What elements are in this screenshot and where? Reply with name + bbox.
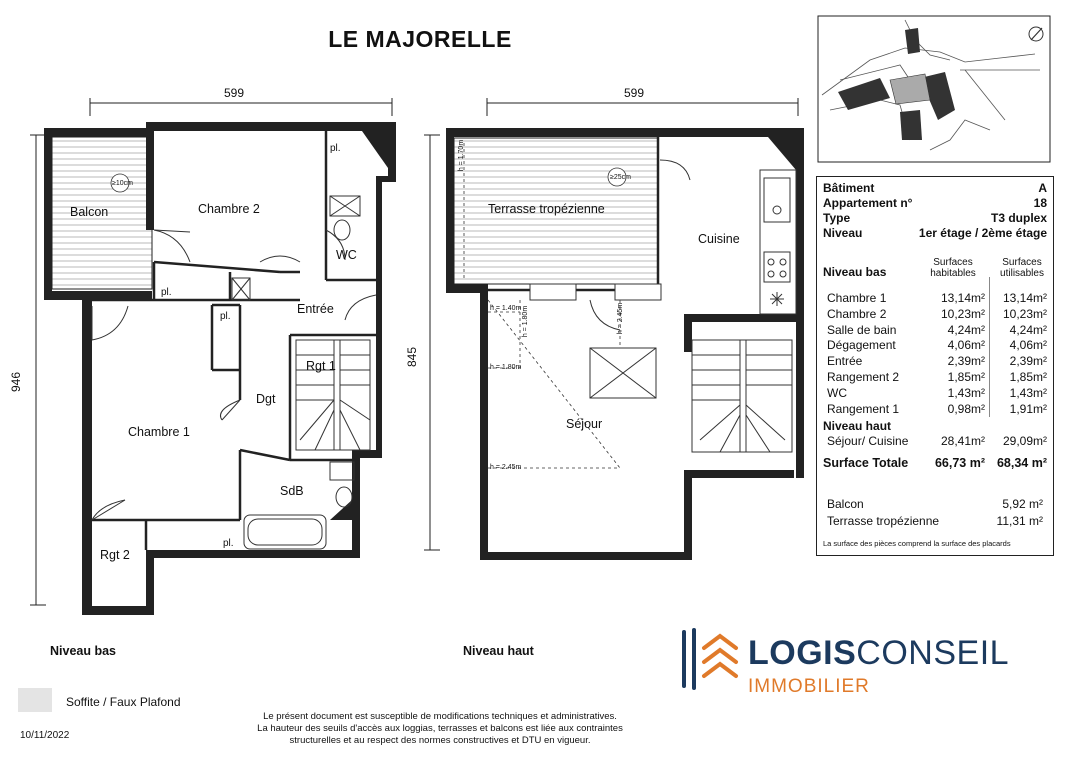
height-label: h = 1.40m (490, 305, 522, 312)
dim-left-height: 946 (9, 371, 24, 393)
dim-right-width: 599 (624, 86, 645, 100)
disclaimer-line: La hauteur des seuils d'accès aux loggias, terrasses et balcons est liée aux contraintes (257, 723, 623, 734)
exterior-value: 11,31 m² (996, 514, 1043, 528)
disclaimer-line: structurelles et au respect des normes constructives et DTU en vigueur. (289, 735, 591, 746)
surface-hab: 0,98m² (947, 401, 985, 416)
column-separator (989, 277, 990, 417)
surface-room: Séjour/ Cuisine (827, 434, 909, 448)
stairs-low (296, 340, 370, 450)
room-label-entree: Entrée (297, 302, 334, 316)
surface-room: Chambre 1 (827, 291, 887, 305)
dimension-line-left-top (90, 98, 392, 116)
disclaimer (220, 711, 660, 747)
placard-label: pl. (330, 143, 341, 154)
document-date: 10/11/2022 (20, 730, 70, 741)
surface-hab: 4,06m² (947, 338, 985, 353)
height-label: h = 1.80m (522, 305, 530, 338)
surface-hab: 4,24m² (947, 322, 985, 337)
height-label: h = 1.70m (458, 139, 466, 172)
balcon-threshold-tag: ≥10cm (112, 180, 133, 187)
logo-immobilier: IMMOBILIER (748, 676, 870, 697)
surface-uti: 1,91m² (1009, 401, 1047, 416)
disclaimer-line: Le présent document est susceptible de modifications techniques et administratives. (263, 711, 617, 722)
surface-hab: 28,41m² (940, 434, 985, 448)
surface-hab: 2,39m² (947, 354, 985, 369)
placard-label: pl. (220, 311, 231, 322)
soffite-legend-swatch (18, 688, 52, 712)
room-label-chambre1: Chambre 1 (128, 425, 190, 439)
surface-room: Chambre 2 (827, 306, 887, 321)
surface-room: Entrée (827, 354, 863, 369)
total-uti: 68,34 m² (996, 456, 1047, 470)
info-label: Type (823, 211, 851, 225)
col-header-habitables: Surfaces habitables (930, 257, 976, 279)
exterior-label: Balcon (827, 497, 864, 511)
room-label-rgt1: Rgt 1 (306, 359, 336, 373)
surface-hab: 10,23m² (940, 306, 985, 321)
surface-hab: 1,43m² (947, 385, 985, 400)
section-label: Niveau bas (823, 265, 887, 279)
total-hab: 66,73 m² (934, 456, 985, 470)
height-label: h = 1.80m (490, 364, 522, 371)
height-label: h = 2.45m (490, 464, 522, 471)
room-label-dgt: Dgt (256, 392, 276, 406)
page-title: LE MAJORELLE (328, 26, 512, 52)
room-label-sejour: Séjour (566, 417, 603, 431)
info-label: Niveau (823, 226, 863, 240)
dimension-line-right-side (424, 135, 440, 550)
surface-uti: 4,24m² (1009, 322, 1047, 337)
surface-uti: 29,09m² (1002, 434, 1047, 448)
section-label: Niveau haut (823, 419, 892, 433)
apartment-info-table (816, 176, 1054, 556)
exterior-value: 5,92 m² (1002, 497, 1043, 511)
logo-logis: LOGIS (748, 634, 857, 672)
logo-conseil: CONSEIL (856, 634, 1010, 672)
exterior-label: Terrasse tropézienne (827, 514, 940, 528)
room-label-wc: WC (336, 248, 357, 262)
room-label-rgt2: Rgt 2 (100, 548, 130, 562)
col-header-utilisables: Surfaces utilisables (1000, 257, 1044, 279)
info-label: Appartement n° (823, 196, 913, 210)
surface-uti: 1,85m² (1009, 370, 1047, 384)
level-label-high: Niveau haut (463, 644, 534, 658)
surface-uti: 13,14m² (1002, 291, 1047, 305)
placard-label: pl. (223, 538, 234, 549)
logo-wordmark (748, 634, 1009, 673)
surface-room: Salle de bain (827, 322, 897, 337)
room-label-balcon: Balcon (70, 205, 109, 219)
room-label-sdb: SdB (280, 484, 304, 498)
surface-hab: 13,14m² (940, 291, 985, 305)
room-label-cuisine: Cuisine (698, 232, 740, 246)
info-label: Bâtiment (823, 181, 875, 195)
info-value: 18 (1033, 196, 1047, 210)
room-label-terrasse: Terrasse tropézienne (488, 202, 605, 216)
dimension-line-left-side (30, 135, 46, 605)
placard-label: pl. (161, 287, 172, 298)
info-value: A (1038, 181, 1047, 195)
stairs-high (692, 340, 792, 452)
logo-mark (684, 630, 736, 688)
surface-room: WC (827, 385, 847, 400)
surface-room: Rangement 2 (827, 370, 900, 384)
terrasse-threshold-tag: ≥25cm (610, 174, 631, 181)
surface-room: Rangement 1 (827, 401, 900, 416)
dimension-line-right-top (487, 98, 798, 116)
room-label-chambre2: Chambre 2 (198, 202, 260, 216)
info-value: 1er étage / 2ème étage (918, 226, 1047, 240)
surface-note: La surface des pièces comprend la surface des placards (823, 539, 1011, 548)
dim-right-height: 845 (405, 346, 420, 368)
total-label: Surface Totale (823, 456, 909, 470)
surface-uti: 4,06m² (1009, 338, 1047, 353)
windows-high (530, 284, 661, 300)
surface-room: Dégagement (827, 338, 896, 353)
height-label: h = 2.45m (617, 302, 625, 335)
surface-uti: 10,23m² (1002, 306, 1047, 321)
surface-uti: 1,43m² (1009, 385, 1047, 400)
surface-uti: 2,39m² (1009, 354, 1047, 369)
soffite-legend-label: Soffite / Faux Plafond (66, 695, 181, 709)
dim-left-width: 599 (224, 86, 245, 100)
level-label-low: Niveau bas (50, 644, 117, 658)
info-value: T3 duplex (990, 211, 1047, 225)
surface-hab: 1,85m² (947, 370, 985, 384)
